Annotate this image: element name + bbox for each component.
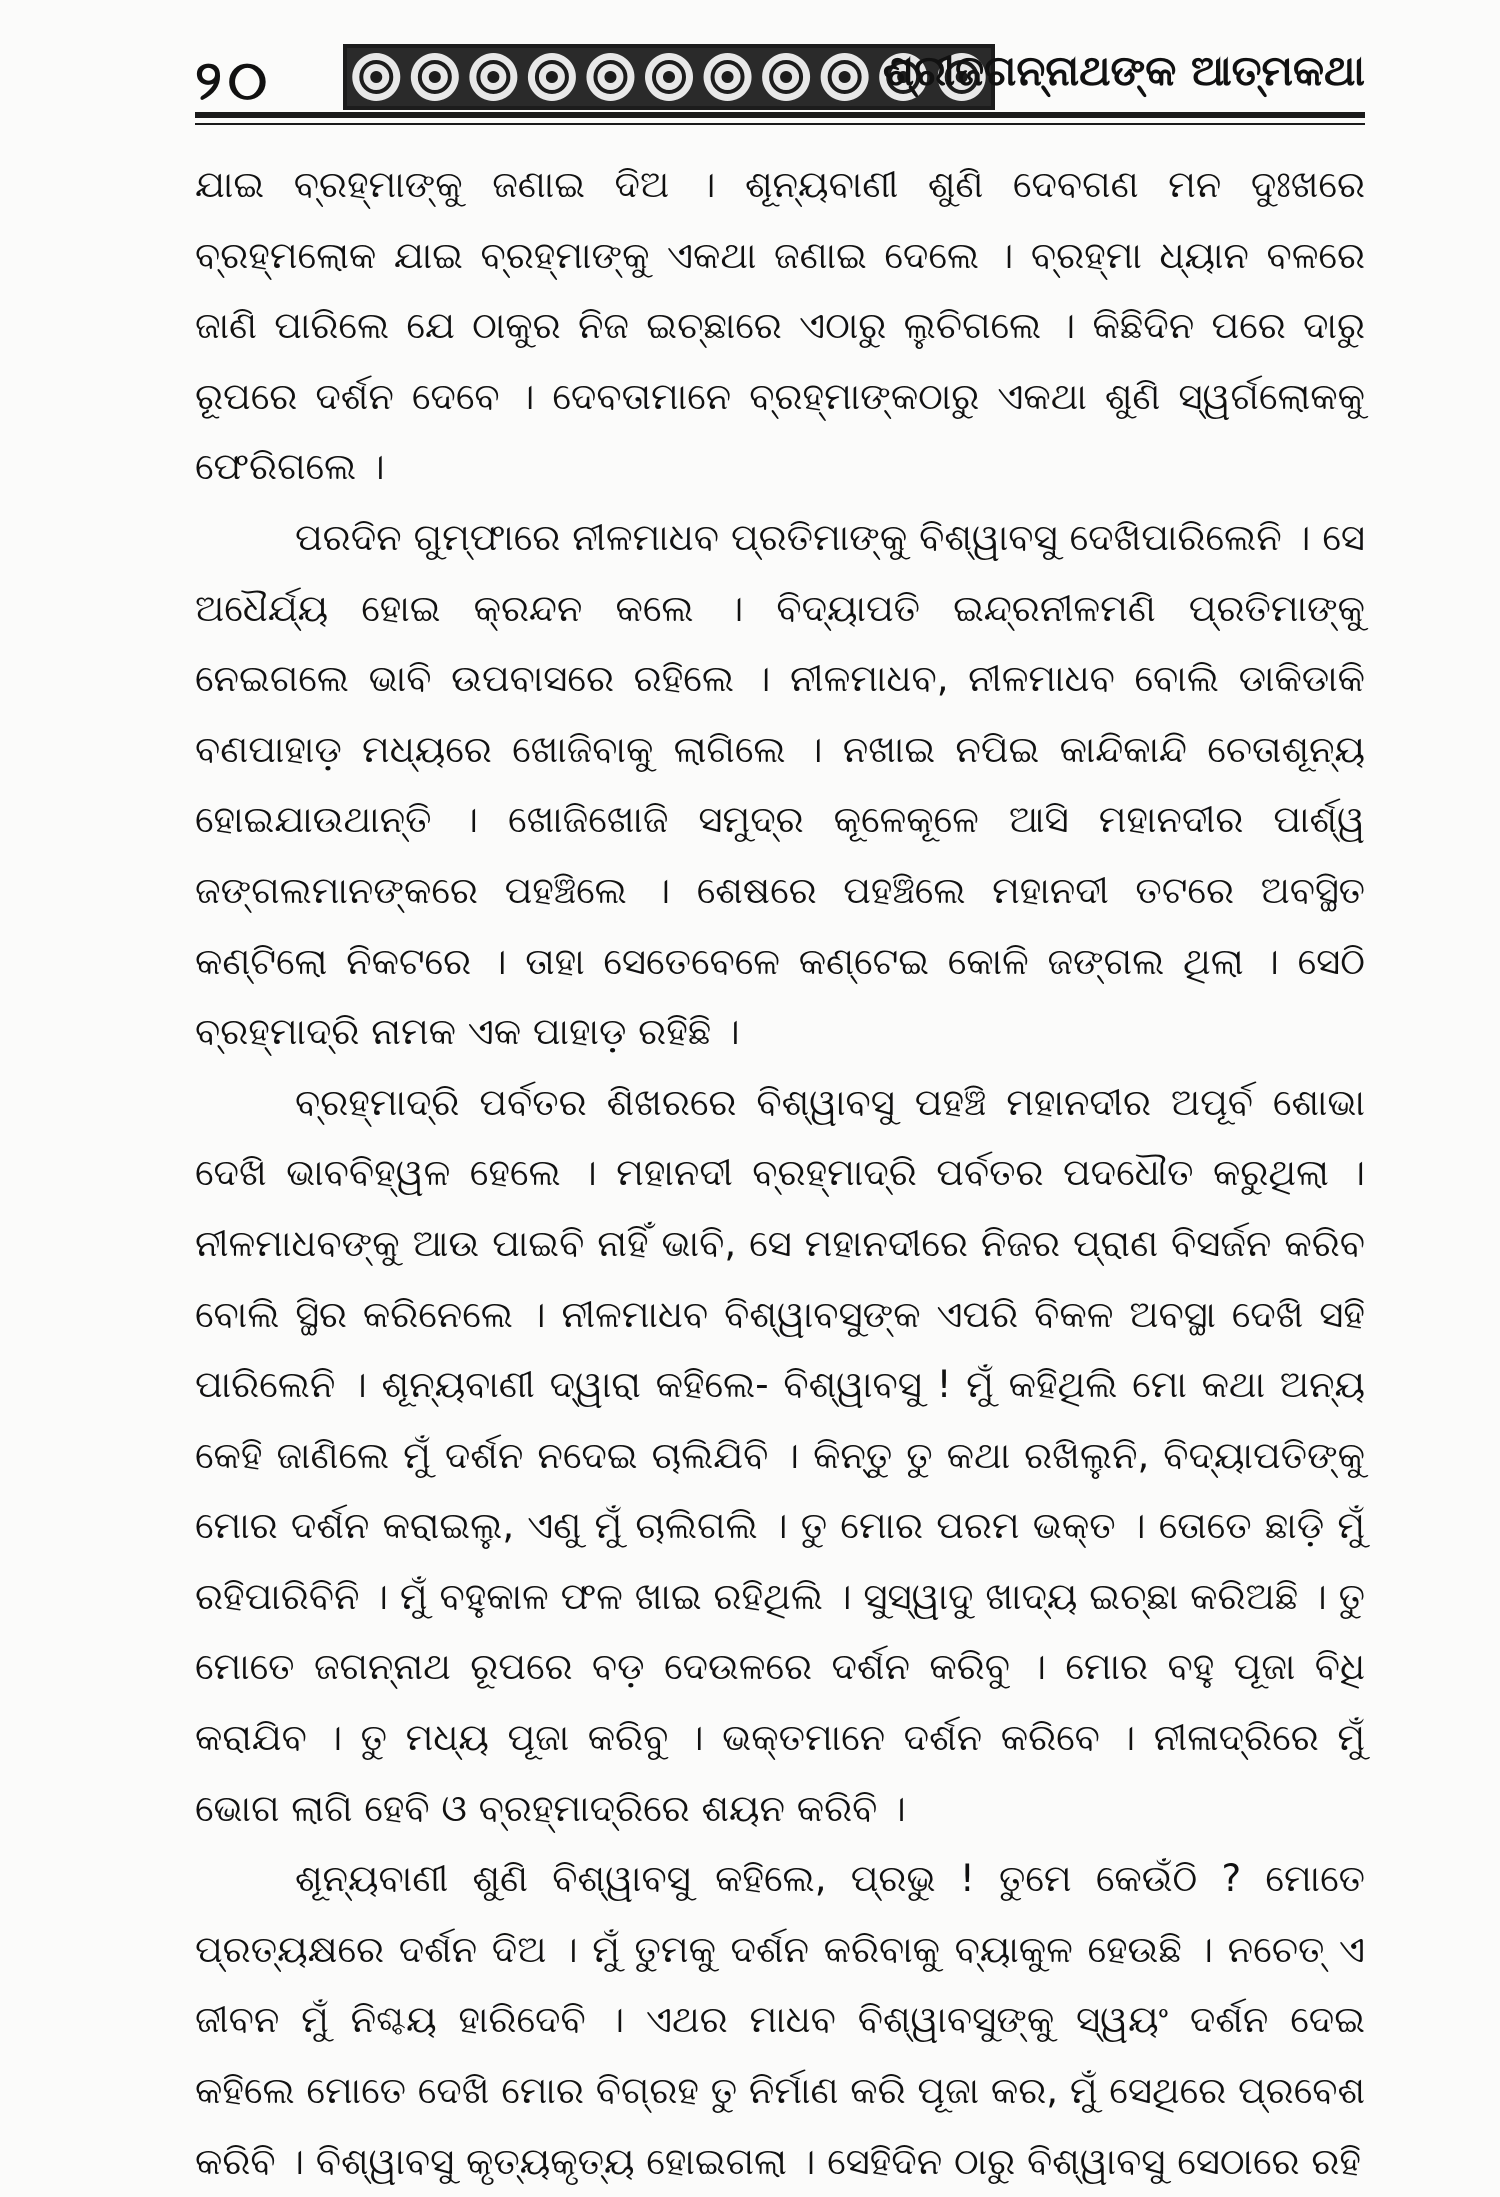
paragraph: ବ୍ରହ୍ମାଦ୍ରି ପର୍ବତର ଶିଖରରେ ବିଶ୍ୱାବସୁ ପହଞ୍ଚି ମହାନଦୀର ଅପୂର୍ବ ଶୋଭା ଦେଖି ଭାବବିହ୍ୱଳ ହେଲେ । ମହାନଦୀ ବ୍ରହ୍ମାଦ୍ରି ପର୍ବତର ପଦଧୌତ କରୁଥିଲା । ନୀଳମାଧବଙ୍କୁ ଆଉ ପାଇବି ନାହିଁ ଭାବି, ସେ ମହାନଦୀରେ ନିଜର ପ୍ରାଣ ବିସର୍ଜନ କରିବ ବୋଲି ସ୍ଥିର କରିନେଲେ । ନୀଳମାଧବ ବିଶ୍ୱାବସୁଙ୍କ ଏପରି ବିକଳ ଅବସ୍ଥା ଦେଖି ସହି ପାରିଲେନି । ଶୂନ୍ୟବାଣୀ ଦ୍ୱାରା କହିଲେ- ବିଶ୍ୱାବସୁ ! ମୁଁ କହିଥିଲି ମୋ କଥା ଅନ୍ୟ କେହି ଜାଣିଲେ ମୁଁ ଦର୍ଶନ ନଦେଇ ଚାଲିଯିବି । କିନ୍ତୁ ତୁ କଥା ରଖିଲୁନି, ବିଦ୍ୟାପତିଙ୍କୁ ମୋର ଦର୍ଶନ କରାଇଲୁ, ଏଣୁ ମୁଁ ଚାଲିଗଲି । ତୁ ମୋର ପରମ ଭକ୍ତ । ତୋତେ ଛାଡ଼ି ମୁଁ ରହିପାରିବିନି । ମୁଁ ବହୁକାଳ ଫଳ ଖାଇ ରହିଥିଲି । ସୁସ୍ୱାଦୁ ଖାଦ୍ୟ ଇଚ୍ଛା କରିଅଛି । ତୁ ମୋତେ ଜଗନ୍ନାଥ ରୂପରେ ବଡ଼ ଦେଉଳରେ ଦର୍ଶନ କରିବୁ । ମୋର ବହୁ ପୂଜା ବିଧି କରାଯିବ । ତୁ ମଧ୍ୟ ପୂଜା କରିବୁ । ଭକ୍ତମାନେ ଦର୍ଶନ କରିବେ । ନୀଳାଦ୍ରିରେ ମୁଁ ଭୋଗ ଲାଗି ହେବି ଓ ବ୍ରହ୍ମାଦ୍ରିରେ ଶୟନ କରିବି ।: [195, 1080, 1365, 1830]
page-body: [195, 150, 1365, 2197]
paragraph: ପରଦିନ ଗୁମ୍ଫାରେ ନୀଳମାଧବ ପ୍ରତିମାଙ୍କୁ ବିଶ୍ୱାବସୁ ଦେଖିପାରିଲେନି । ସେ ଅଧୈର୍ଯ୍ୟ ହୋଇ କ୍ରନ୍ଦନ କଲେ । ବିଦ୍ୟାପତି ଇନ୍ଦ୍ରନୀଳମଣି ପ୍ରତିମାଙ୍କୁ ନେଇଗଲେ ଭାବି ଉପବାସରେ ରହିଲେ । ନୀଳମାଧବ, ନୀଳମାଧବ ବୋଲି ଡାକିଡାକି ବଣପାହାଡ଼ ମଧ୍ୟରେ ଖୋଜିବାକୁ ଲାଗିଲେ । ନଖାଇ ନପିଇ କାନ୍ଦିକାନ୍ଦି ଚେତାଶୂନ୍ୟ ହୋଇଯାଉଥାନ୍ତି । ଖୋଜିଖୋଜି ସମୁଦ୍ର କୂଳେକୂଳେ ଆସି ମହାନଦୀର ପାର୍ଶ୍ୱ ଜଙ୍ଗଲମାନଙ୍କରେ ପହଞ୍ଚିଲେ । ଶେଷରେ ପହଞ୍ଚିଲେ ମହାନଦୀ ତଟରେ ଅବସ୍ଥିତ କଣ୍ଟିଲୋ ନିକଟରେ । ତାହା ସେତେବେଳେ କଣ୍ଟେଇ କୋଳି ଜଙ୍ଗଲ ଥିଲା । ସେଠି ବ୍ରହ୍ମାଦ୍ରି ନାମକ ଏକ ପାହାଡ଼ ରହିଛି ।: [195, 515, 1365, 1054]
header-divider-thin: [195, 123, 1365, 125]
paragraph: ଶୂନ୍ୟବାଣୀ ଶୁଣି ବିଶ୍ୱାବସୁ କହିଲେ, ପ୍ରଭୁ ! ତୁମେ କେଉଁଠି ? ମୋତେ ପ୍ରତ୍ୟକ୍ଷରେ ଦର୍ଶନ ଦିଅ । ମୁଁ ତୁମକୁ ଦର୍ଶନ କରିବାକୁ ବ୍ୟାକୁଳ ହେଉଛି । ନଚେତ୍ ଏ ଜୀବନ ମୁଁ ନିଶ୍ଚୟ ହାରିଦେବି । ଏଥର ମାଧବ ବିଶ୍ୱାବସୁଙ୍କୁ ସ୍ୱୟଂ ଦର୍ଶନ ଦେଇ କହିଲେ ମୋତେ ଦେଖି ମୋର ବିଗ୍ରହ ତୁ ନିର୍ମାଣ କରି ପୂଜା କର, ମୁଁ ସେଥିରେ ପ୍ରବେଶ କରିବି । ବିଶ୍ୱାବସୁ କୃତ୍ୟକୃତ୍ୟ ହୋଇଗଲା । ସେହିଦିନ ଠାରୁ ବିଶ୍ୱାବସୁ ସେଠାରେ ରହି: [195, 1857, 1365, 2183]
paragraph: ଯାଇ ବ୍ରହ୍ମାଙ୍କୁ ଜଣାଇ ଦିଅ । ଶୂନ୍ୟବାଣୀ ଶୁଣି ଦେବଗଣ ମନ ଦୁଃଖରେ ବ୍ରହ୍ମଲୋକ ଯାଇ ବ୍ରହ୍ମାଙ୍କୁ ଏକଥା ଜଣାଇ ଦେଲେ । ବ୍ରହ୍ମା ଧ୍ୟାନ ବଳରେ ଜାଣି ପାରିଲେ ଯେ ଠାକୁର ନିଜ ଇଚ୍ଛାରେ ଏଠାରୁ ଲୁଚିଗଲେ । କିଛିଦିନ ପରେ ଦାରୁ ରୂପରେ ଦର୍ଶନ ଦେବେ । ଦେବତାମାନେ ବ୍ରହ୍ମାଙ୍କଠାରୁ ଏକଥା ଶୁଣି ସ୍ୱର୍ଗଲୋକକୁ ଫେରିଗଲେ ।: [195, 163, 1365, 489]
header-divider: [195, 112, 1365, 118]
book-title: ଶ୍ରୀଜଗନ୍ନାଥଙ୍କ ଆତ୍ମକଥା: [882, 46, 1365, 95]
page-header: [195, 38, 1365, 120]
page-number: ୨୦: [195, 48, 273, 112]
